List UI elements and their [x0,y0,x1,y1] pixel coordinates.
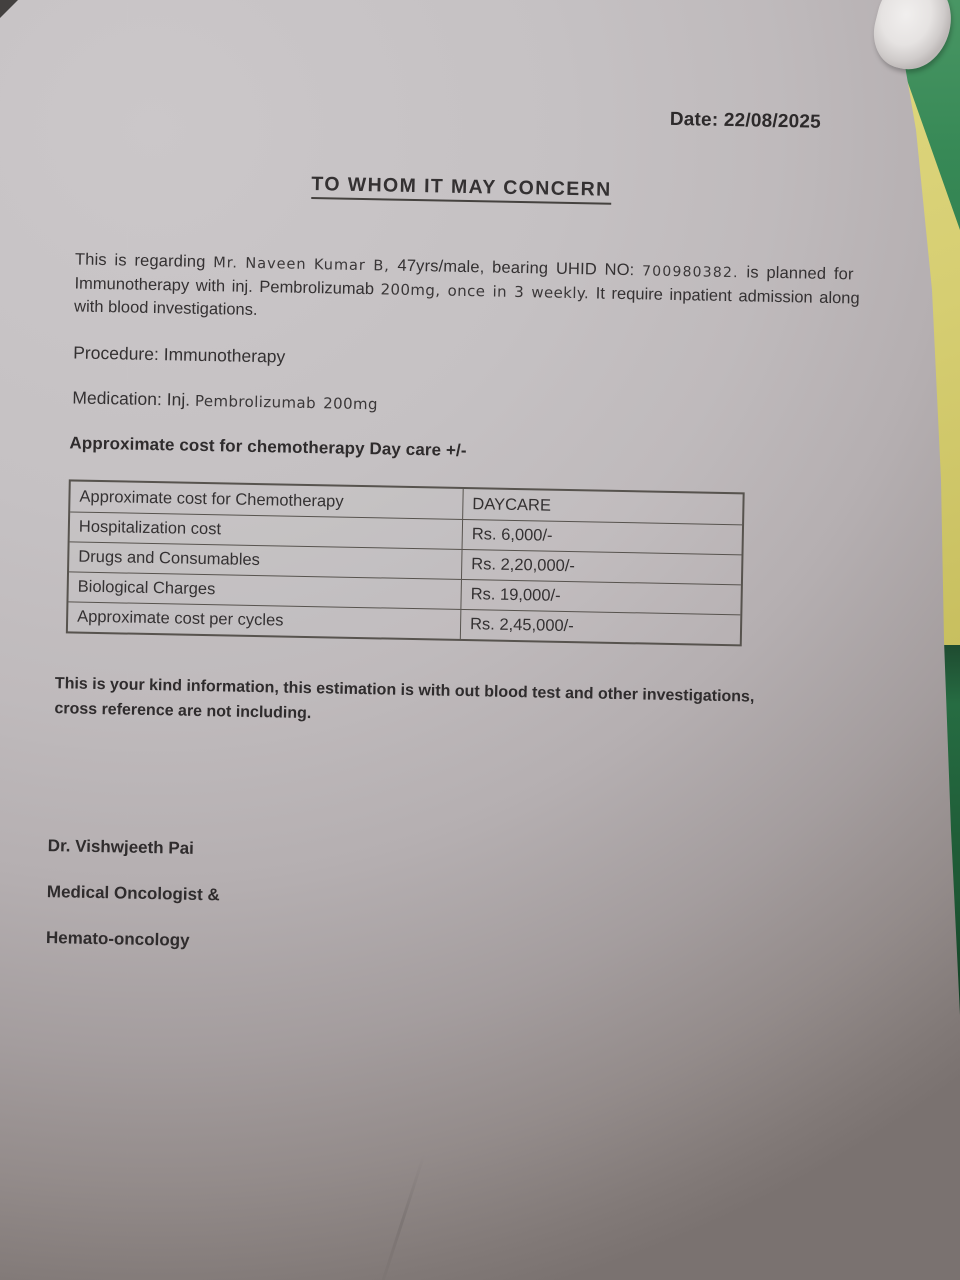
table-cell-value: Rs. 6,000/- [471,525,553,545]
procedure-label: Procedure: [73,342,160,365]
signature-role-2: Hemato-oncology [45,928,190,950]
table-cell-value: Rs. 2,45,000/- [469,615,574,636]
table-cell-label: Biological Charges [68,572,461,609]
signature-name: Dr. Vishwjeeth Pai [47,836,195,858]
date-line: Date: 22/08/2025 [669,108,822,133]
cost-heading: Approximate cost for chemotherapy Day care +/- [69,433,467,461]
table-cell-label: Drugs and Consumables [69,542,462,579]
procedure-value: Immunotherapy [158,344,286,367]
table-cell-label: Hospitalization cost [70,512,463,549]
title-row [76,169,846,210]
table-cell-value: Rs. 19,000/- [470,585,561,605]
medication-label: Medication: [72,387,163,410]
medication-value: Pembrolizumab 200mg [194,391,379,414]
intro-text: 47yrs/male, bearing UHID NO: [389,256,643,280]
table-cell-value: Rs. 2,20,000/- [471,555,576,576]
intro-text: This is regarding [74,250,214,272]
note-line-2: cross reference are not including. [54,700,312,723]
letter-title: TO WHOM IT MAY CONCERN [311,173,612,205]
intro-line-3: with blood investigations. [73,297,258,319]
cost-table [66,479,745,646]
intro-text: is planned for [738,263,854,284]
note-line-1: This is your kind information, this estimation is with out blood test and other investigations, [54,675,755,706]
uhid-number: 700980382. [641,263,739,282]
table-header-label: Approximate cost for Chemotherapy [70,481,464,519]
patient-name: Mr. Naveen Kumar B, [213,254,390,275]
table-header-value: DAYCARE [472,494,552,515]
signature-role-1: Medical Oncologist & [46,882,220,905]
table-cell-label: Approximate cost per cycles [68,602,461,639]
intro-text: Immunotherapy with inj. Pembrolizumab [74,274,381,299]
dose-text: 200mg, once in 3 weekly. [380,280,590,303]
intro-text: It require inpatient admission along [589,284,860,308]
medication-line [72,387,378,414]
medication-mid: Inj. [161,389,196,410]
procedure-line [73,342,285,367]
